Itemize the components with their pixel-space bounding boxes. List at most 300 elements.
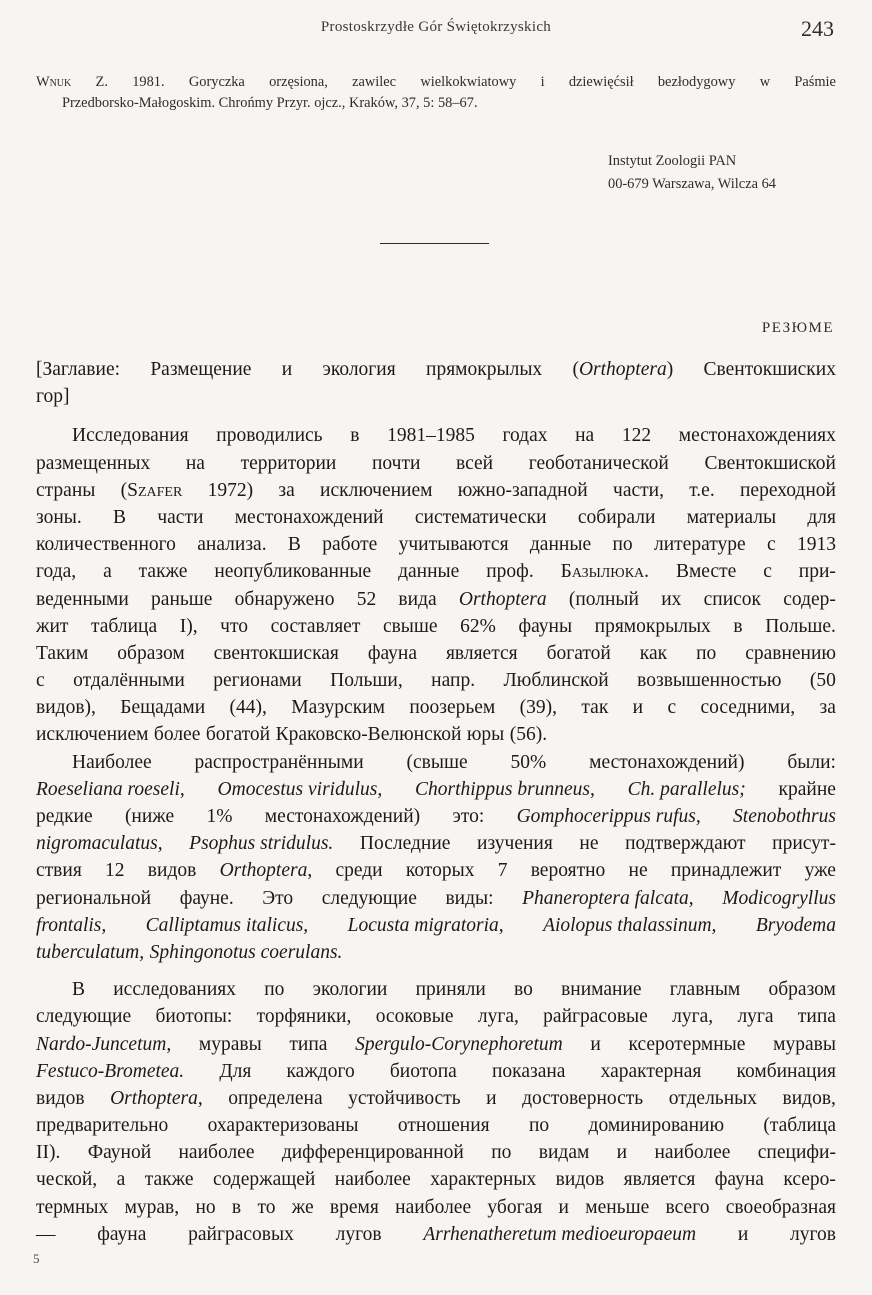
word: экология	[322, 359, 396, 380]
word: напр.	[431, 670, 476, 692]
word: Ch. parallelus;	[627, 778, 746, 800]
word: Краковско-Велюнской	[275, 724, 462, 746]
word: Исследования	[72, 425, 189, 447]
word: с	[36, 670, 45, 692]
word: видов,	[782, 1087, 836, 1109]
word: I),	[179, 615, 198, 637]
text-line	[36, 1058, 836, 1085]
word: следующие	[36, 1006, 132, 1028]
word: вероятно	[530, 860, 606, 882]
word: региональной	[36, 887, 152, 909]
word: осоковые	[375, 1006, 454, 1028]
word: исключением	[320, 479, 433, 501]
word: обнаружено	[234, 588, 335, 610]
text-line	[36, 1085, 836, 1112]
word: литературе	[653, 534, 746, 556]
running-head-title: Prostoskrzydłe Gór Świętokrzyskich	[320, 19, 552, 35]
paragraph-1	[36, 422, 836, 748]
word: как	[639, 642, 668, 664]
word: но	[195, 1196, 216, 1218]
word: фауна	[367, 642, 417, 664]
word: следующие	[321, 887, 417, 909]
word: вида	[398, 588, 437, 610]
word: геоботанической	[528, 452, 669, 474]
author-address	[608, 150, 776, 196]
word: наиболее	[654, 1142, 731, 1164]
word: луга,	[477, 1006, 519, 1028]
word: это:	[452, 806, 485, 827]
word: Вместе	[675, 561, 737, 583]
word: исключением	[36, 724, 149, 746]
word: 52	[356, 588, 377, 610]
word: характерная	[600, 1060, 702, 1082]
summary-body	[36, 356, 836, 1248]
word: в	[350, 425, 360, 447]
word: своеобразная	[725, 1196, 836, 1218]
text-line	[36, 830, 836, 857]
text-line	[36, 1112, 836, 1139]
word: 1981–1985	[387, 425, 475, 447]
word: Для	[219, 1060, 252, 1082]
word: термных	[36, 1196, 109, 1218]
word: изучения	[477, 833, 553, 855]
word: Locusta migratoria,	[347, 914, 504, 936]
word: систематически	[414, 506, 547, 528]
word: отдельных	[668, 1087, 757, 1109]
word: их	[661, 588, 682, 610]
text-line	[36, 1031, 836, 1058]
word: уже	[804, 860, 836, 882]
spacer	[36, 410, 836, 422]
word: доминированию	[588, 1115, 725, 1137]
word: более	[153, 724, 201, 746]
word: приняли	[415, 979, 486, 1001]
word: экологии	[312, 979, 388, 1001]
word: Размещение	[150, 359, 252, 380]
word: zawilec	[352, 74, 397, 90]
text-line	[36, 803, 836, 830]
word: лугов	[335, 1223, 382, 1245]
word: по	[491, 1142, 512, 1164]
word: не	[579, 833, 599, 855]
word: время	[329, 1196, 379, 1218]
word: веденными	[36, 588, 129, 610]
word: Omocestus viridulus,	[217, 778, 383, 800]
word: ксеро-	[783, 1169, 836, 1191]
word: года,	[36, 561, 77, 583]
word: Люблинской	[503, 670, 609, 692]
text-line	[36, 885, 836, 912]
word: на	[575, 425, 595, 447]
word: части	[157, 506, 204, 528]
word: наиболее	[334, 1169, 411, 1191]
word: список	[703, 588, 762, 610]
word: Польши,	[330, 670, 403, 692]
word: видов	[36, 1087, 85, 1109]
word: муравы	[773, 1033, 836, 1055]
word: с	[767, 534, 776, 556]
word: для	[807, 506, 836, 528]
word: Psophus stridulus.	[189, 833, 334, 855]
text-line	[36, 667, 836, 694]
text-line	[36, 422, 836, 449]
word: редкие	[36, 806, 93, 827]
word: ксеротермные	[628, 1033, 746, 1055]
paragraph-3	[36, 976, 836, 1248]
word: 62%	[460, 615, 496, 637]
word: 1913	[797, 534, 836, 556]
word: (56).	[509, 724, 548, 746]
word: всего	[665, 1196, 710, 1218]
word: Sphingonotus coerulans.	[149, 941, 343, 963]
word: Orthoptera	[458, 588, 547, 610]
text-line	[36, 613, 836, 640]
word: местонахождениях	[678, 425, 836, 447]
word: (полный	[568, 588, 639, 610]
word: устойчивость	[348, 1087, 461, 1109]
word: юры	[466, 724, 505, 746]
word: видов),	[36, 697, 96, 719]
word: анализа.	[197, 534, 267, 556]
word: отдалёнными	[73, 670, 185, 692]
word: Paśmie	[794, 74, 836, 90]
text-line	[36, 694, 836, 721]
word: т.е.	[689, 479, 715, 501]
word: крайне	[778, 778, 836, 800]
word: проводились	[216, 425, 323, 447]
word: по	[612, 534, 633, 556]
word: страны	[36, 479, 96, 501]
word: территории	[240, 452, 337, 474]
word: nigromaculatus,	[36, 833, 163, 855]
text-line	[36, 939, 836, 966]
word: фауна	[714, 1169, 764, 1191]
word: же	[291, 1196, 314, 1218]
word: собирали	[577, 506, 656, 528]
word: (Szafer	[120, 479, 183, 501]
word: охарактеризованы	[207, 1115, 359, 1137]
word: (50	[809, 670, 836, 692]
word: луга	[737, 1006, 774, 1028]
word: определена	[228, 1087, 323, 1109]
word: богатой	[546, 642, 611, 664]
text-line	[36, 356, 836, 383]
word: достоверность	[522, 1087, 644, 1109]
word: что	[220, 615, 248, 637]
word: работе	[322, 534, 378, 556]
word: количественного	[36, 534, 176, 556]
word: таблица	[91, 615, 158, 637]
word: Stenobothrus	[733, 806, 836, 827]
word: поозерьем	[409, 697, 496, 719]
text-line	[36, 1139, 836, 1166]
word: i	[540, 74, 545, 90]
text-line	[36, 912, 836, 939]
word: и	[558, 1196, 569, 1218]
word: гор]	[36, 386, 70, 408]
word: с	[763, 561, 772, 583]
word: Это	[262, 887, 294, 909]
word: по	[528, 1115, 550, 1137]
word: райграсовые	[543, 1006, 648, 1028]
word: Наиболее	[72, 751, 152, 773]
word: специфи-	[757, 1142, 836, 1164]
word: на	[185, 452, 205, 474]
word: принадлежит	[670, 860, 782, 882]
word: Roeseliana roeseli,	[36, 778, 185, 800]
word: (свыше	[406, 751, 468, 773]
word: (Orthoptera)	[572, 359, 674, 380]
word: а	[116, 1169, 126, 1191]
word: свентокшиская	[213, 642, 339, 664]
word: комбинация	[736, 1060, 836, 1082]
word: Chorthippus brunneus,	[415, 778, 595, 800]
word: подтверждают	[625, 833, 746, 855]
signature-mark: 5	[33, 1251, 40, 1266]
word: ствия	[36, 860, 82, 882]
word: w	[759, 74, 771, 90]
word: Фауной	[87, 1142, 152, 1164]
word: показана	[491, 1060, 566, 1082]
word: местонахождений)	[589, 751, 745, 773]
summary-title	[36, 356, 836, 410]
word: неопубликованные	[214, 561, 372, 583]
word: наиболее	[178, 1142, 255, 1164]
word: Gomphocerippus rufus,	[516, 806, 701, 827]
word: всей	[456, 452, 494, 474]
word: В	[287, 534, 301, 556]
word: данные	[529, 534, 592, 556]
word: за	[819, 697, 836, 719]
word: является	[445, 642, 518, 664]
word: местонахождений)	[264, 806, 421, 827]
word: биотопы:	[155, 1006, 233, 1028]
word: frontalis,	[36, 914, 107, 936]
word: меньше	[585, 1196, 650, 1218]
word: фауна	[97, 1223, 147, 1245]
word: наиболее	[395, 1196, 472, 1218]
word: II).	[36, 1142, 61, 1164]
word: 7	[497, 860, 508, 882]
word: (44),	[229, 697, 267, 719]
page-number: 243	[801, 16, 834, 41]
word: то	[257, 1196, 276, 1218]
word: —	[36, 1223, 56, 1245]
word: Bryodema	[755, 914, 836, 936]
word: видов	[555, 1169, 605, 1191]
reference-author: Wnuk	[36, 74, 72, 90]
word: 1981.	[132, 74, 165, 90]
reference-line-2: Przedborsko-Małogoskim. Chrońmy Przyr. ojcz., Kraków, 37, 5: 58–67.	[62, 95, 478, 111]
word: Z.	[95, 74, 108, 90]
word: wielkokwiatowy	[420, 74, 517, 90]
word: видам	[538, 1142, 590, 1164]
word: и	[486, 1087, 497, 1109]
word: Phaneroptera falcata,	[522, 887, 694, 909]
word: предварительно	[36, 1115, 169, 1137]
text-line	[36, 857, 836, 884]
address-line-1: Instytut Zoologii PAN	[608, 153, 737, 169]
word: проф.	[486, 561, 534, 583]
text-line	[36, 1194, 836, 1221]
word: каждого	[286, 1060, 355, 1082]
word: муравы	[198, 1033, 262, 1055]
word: не	[628, 860, 648, 882]
word: и	[590, 1033, 601, 1055]
word: Бещадами	[120, 697, 206, 719]
word: (таблица	[763, 1115, 836, 1137]
word: Festuco-Brometea.	[36, 1060, 185, 1082]
word: которых	[405, 860, 475, 882]
word: мурав,	[124, 1196, 180, 1218]
word: и	[616, 1142, 628, 1164]
word: образом	[117, 642, 185, 664]
word: orzęsiona,	[269, 74, 328, 90]
word: учитываются	[398, 534, 509, 556]
word: исследованиях	[113, 979, 236, 1001]
word: при-	[798, 561, 836, 583]
word: tuberculatum,	[36, 941, 145, 963]
word: Modicogryllus	[722, 887, 836, 909]
text-line	[36, 450, 836, 477]
word: Базылюка.	[560, 561, 650, 583]
word: свыше	[382, 615, 438, 637]
word: Nardo-Juncetum,	[36, 1033, 172, 1055]
word: убогая	[487, 1196, 543, 1218]
word: фауны	[518, 615, 573, 637]
word: характерных	[430, 1169, 537, 1191]
word: (ниже	[124, 806, 175, 827]
word: прямокрылых	[426, 359, 543, 380]
word: а	[103, 561, 112, 583]
word: отношения	[397, 1115, 490, 1137]
word: богатой	[205, 724, 271, 746]
word: луга,	[672, 1006, 714, 1028]
word: содержащей	[212, 1169, 316, 1191]
text-line	[36, 504, 836, 531]
text-line	[36, 976, 836, 1003]
word: Свентокшиских	[703, 359, 836, 380]
word: внимание	[561, 979, 642, 1001]
word: Arrhenatheretum medioeuropaeum	[423, 1223, 697, 1245]
word: зоны.	[36, 506, 82, 528]
word: является	[623, 1169, 696, 1191]
word: южно-западной	[457, 479, 588, 501]
text-line	[36, 1166, 836, 1193]
text-line	[36, 776, 836, 803]
word: (39),	[519, 697, 558, 719]
word: в	[231, 1196, 242, 1218]
word: [Заглавие:	[36, 359, 121, 380]
word: части,	[613, 479, 664, 501]
word: содер-	[783, 588, 836, 610]
text-line	[36, 477, 836, 504]
word: лугов	[790, 1223, 836, 1245]
word: Aiolopus thalassinum,	[543, 914, 717, 936]
word: В	[113, 506, 127, 528]
word: Goryczka	[188, 74, 245, 90]
text-line	[36, 586, 836, 613]
word: почти	[371, 452, 421, 474]
word: ческой,	[36, 1169, 98, 1191]
text-line	[36, 749, 836, 776]
text-line	[36, 1221, 836, 1248]
word: в	[733, 615, 743, 637]
word: раньше	[151, 588, 213, 610]
word: райграсовых	[188, 1223, 294, 1245]
word: виды:	[445, 887, 494, 909]
word: сравнению	[745, 642, 836, 664]
word: регионами	[213, 670, 302, 692]
word: Calliptamus italicus,	[145, 914, 309, 936]
running-head	[0, 16, 872, 46]
word: Мазурским	[291, 697, 385, 719]
word: видов	[147, 860, 197, 882]
word: прямокрылых	[594, 615, 711, 637]
word: распространёнными	[194, 751, 364, 773]
text-line	[36, 640, 836, 667]
word: образом	[768, 979, 836, 1001]
word: торфяники,	[256, 1006, 352, 1028]
word: с	[667, 697, 677, 719]
section-heading: РЕЗЮМЕ	[761, 320, 834, 336]
word: 12	[105, 860, 125, 882]
word: местонахождений	[234, 506, 384, 528]
word: Последние	[359, 833, 451, 855]
paragraph-2	[36, 749, 836, 967]
word: размещенных	[36, 452, 151, 474]
word: 122	[621, 425, 652, 447]
word: за	[278, 479, 295, 501]
word: во	[514, 979, 533, 1001]
word: также	[144, 1169, 194, 1191]
word: типа	[797, 1006, 836, 1028]
word: дифференцированной	[281, 1142, 464, 1164]
word: и	[281, 359, 293, 380]
reference-entry	[36, 72, 836, 114]
word: главным	[669, 979, 741, 1001]
reference-line-1	[36, 72, 836, 93]
word: типа	[289, 1033, 328, 1055]
word: 1972)	[207, 479, 254, 501]
word: данные	[398, 561, 460, 583]
word: среди	[335, 860, 383, 882]
address-line-2: 00-679 Warszawa, Wilcza 64	[608, 176, 776, 192]
word: переходной	[740, 479, 836, 501]
word: 50%	[510, 751, 547, 773]
word: биотопа	[389, 1060, 457, 1082]
word: 1%	[206, 806, 233, 827]
word: bezłodygowy	[657, 74, 736, 90]
text-line	[36, 1003, 836, 1030]
word: Польше.	[765, 615, 836, 637]
text-line	[36, 531, 836, 558]
word: составляет	[270, 615, 361, 637]
word: по	[264, 979, 285, 1001]
word: Orthoptera,	[110, 1087, 203, 1109]
word: были:	[787, 751, 836, 773]
word: по	[696, 642, 717, 664]
word: и	[737, 1223, 749, 1245]
word: соседними,	[700, 697, 796, 719]
section-divider	[380, 243, 489, 244]
spacer	[36, 966, 836, 976]
word: годах	[502, 425, 548, 447]
word: фауне.	[179, 887, 234, 909]
word: материалы	[686, 506, 777, 528]
word: жит	[36, 615, 69, 637]
word: возвышенностью	[637, 670, 782, 692]
